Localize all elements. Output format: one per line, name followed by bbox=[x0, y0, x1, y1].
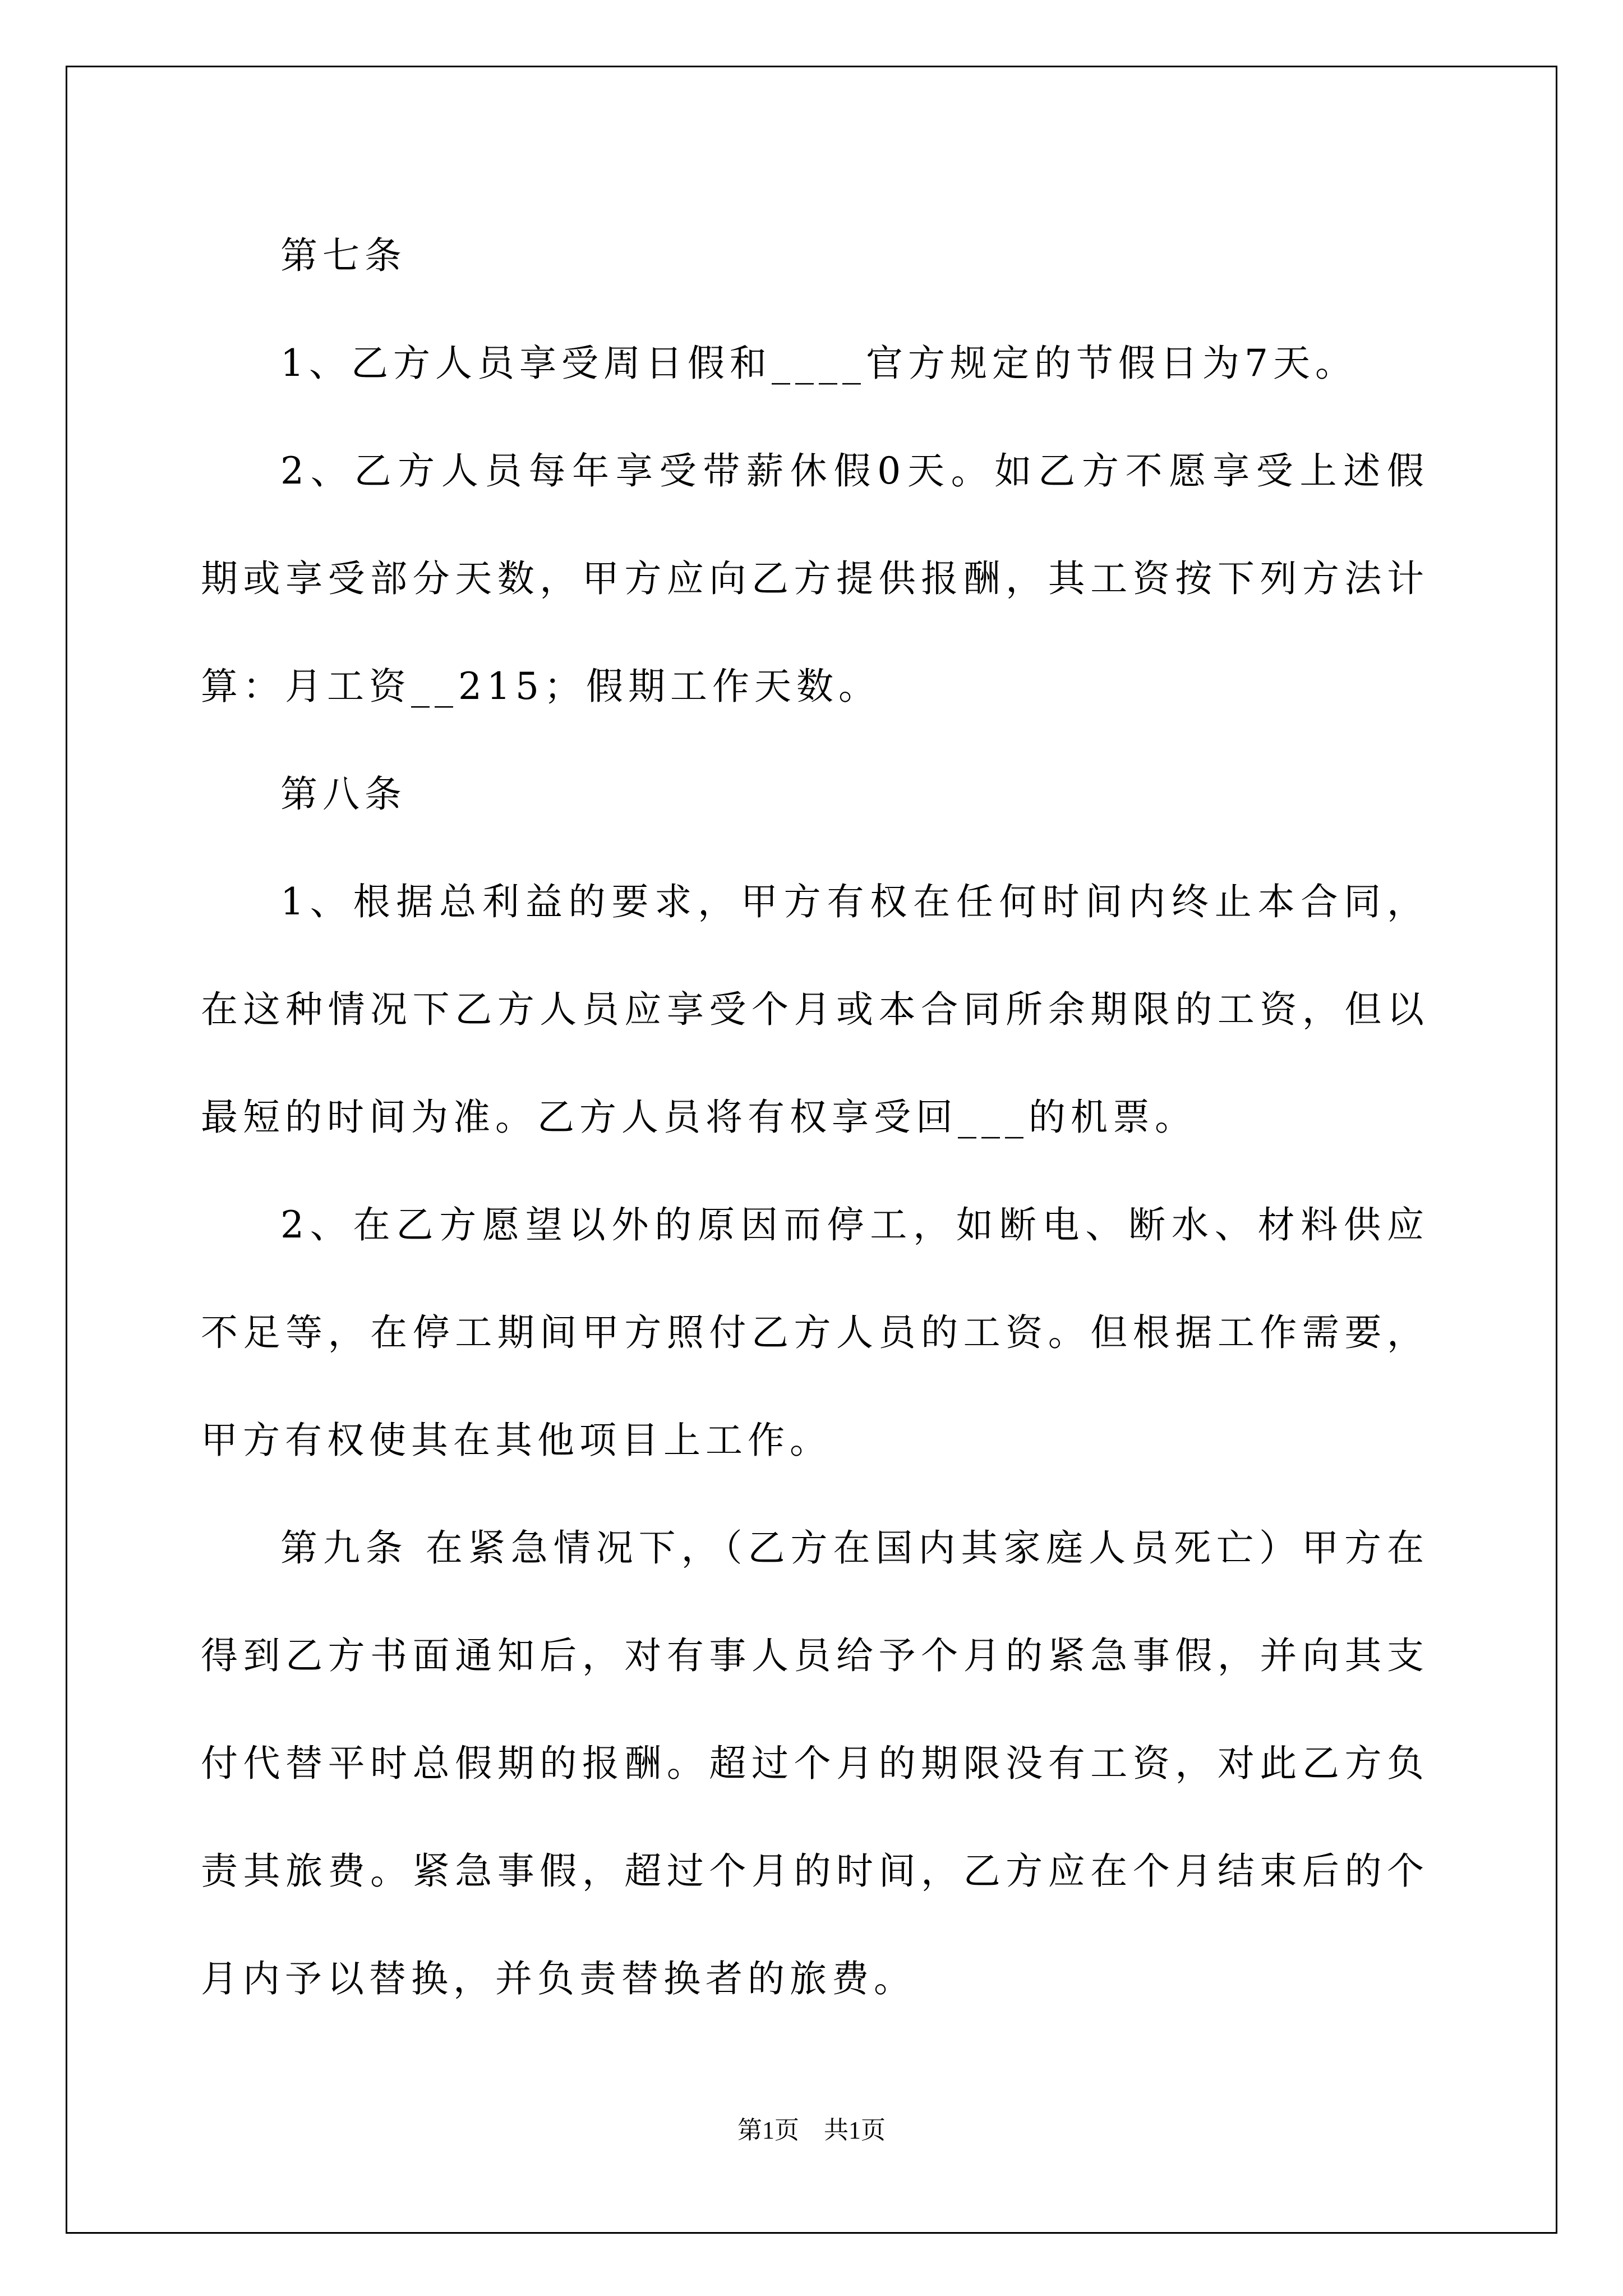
article-7-heading: 第七条 bbox=[280, 234, 407, 277]
article-8-clause-2: 2、在乙方愿望以外的原因而停工，如断电、断水、材料供应不足等，在停工期间甲方照付乙方人员的工资。但根据工作需要，甲方有权使其在其他项目上工作。 bbox=[201, 1203, 1429, 1462]
article-9: 第九条 在紧急情况下，（乙方在国内其家庭人员死亡）甲方在得到乙方书面通知后，对有事人员给予个月的紧急事假，并向其支付代替平时总假期的报酬。超过个月的期限没有工资，对此乙方负责其旅费。紧急事假，超过个月的时间，乙方应在个月结束后的个月内予以替换，并负责替换者的旅费。 bbox=[201, 1526, 1429, 2000]
article-8-heading: 第八条 bbox=[280, 772, 407, 816]
article-8-clause-1: 1、根据总利益的要求，甲方有权在任何时间内终止本合同，在这种情况下乙方人员应享受个月或本合同所余期限的工资，但以最短的时间为准。乙方人员将有权享受回___的机票。 bbox=[201, 880, 1429, 1139]
article-7-clause-1: 1、乙方人员享受周日假和____官方规定的节假日为7天。 bbox=[280, 342, 1357, 385]
page-footer: 第1页 共1页 bbox=[737, 2116, 886, 2144]
document-body bbox=[201, 202, 1429, 2033]
article-7-clause-2: 2、乙方人员每年享受带薪休假0天。如乙方不愿享受上述假期或享受部分天数，甲方应向乙方提供报酬，其工资按下列方法计算：月工资__215；假期工作天数。 bbox=[201, 449, 1429, 708]
